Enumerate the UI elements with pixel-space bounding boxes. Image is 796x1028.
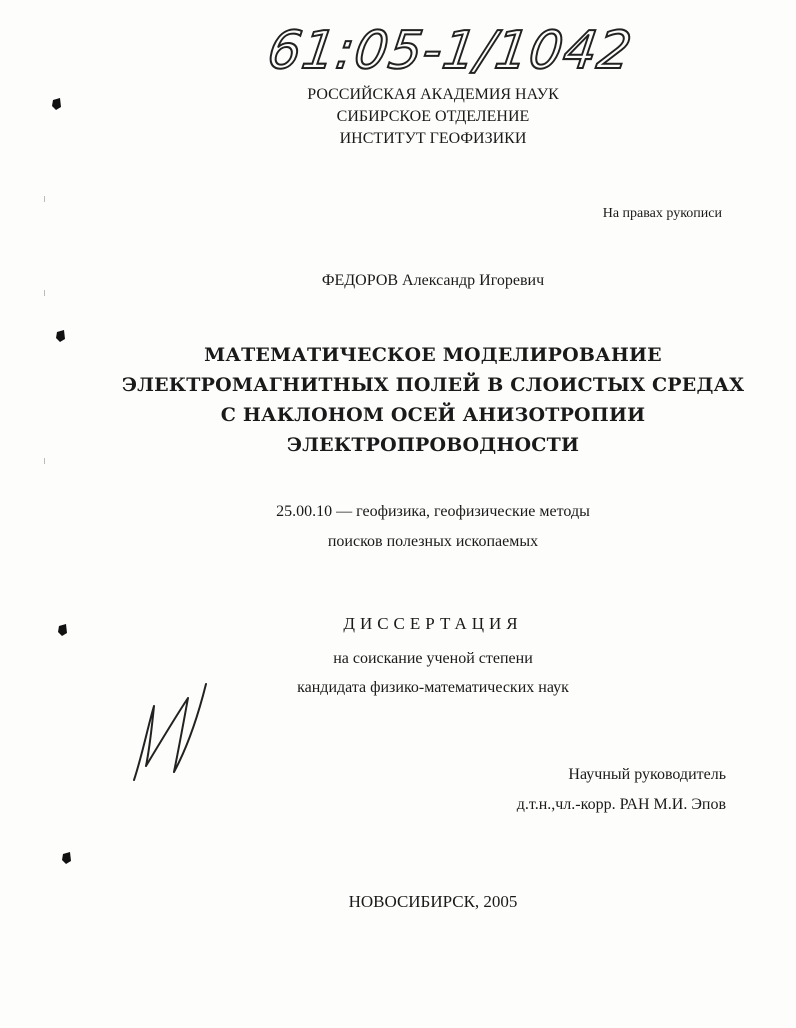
specialty-block bbox=[0, 497, 796, 557]
advisor-name: д.т.н.,чл.-корр. РАН М.И. Эпов bbox=[516, 796, 726, 813]
signature bbox=[128, 676, 212, 786]
title-line-2: ЭЛЕКТРОМАГНИТНЫХ ПОЛЕЙ В СЛОИСТЫХ СРЕДАХ bbox=[121, 374, 745, 396]
binding-mark bbox=[56, 330, 66, 342]
binding-mark bbox=[58, 624, 68, 636]
advisor-block bbox=[517, 760, 726, 820]
degree-line-1: на соискание ученой степени bbox=[333, 650, 533, 667]
author-name: ФЕДОРОВ Александр Игоревич bbox=[321, 272, 545, 289]
title-line-1: МАТЕМАТИЧЕСКОЕ МОДЕЛИРОВАНИЕ bbox=[204, 344, 662, 366]
city-year-block bbox=[0, 892, 796, 912]
rights-note: На правах рукописи bbox=[602, 206, 722, 221]
dissertation-title bbox=[0, 340, 796, 460]
archive-code-text: 61:05-1/1042 bbox=[264, 21, 636, 81]
dissertation-heading: ДИССЕРТАЦИЯ bbox=[343, 614, 523, 633]
organization-block bbox=[0, 84, 796, 150]
advisor-label: Научный руководитель bbox=[568, 766, 726, 783]
organization-line-institute: ИНСТИТУТ ГЕОФИЗИКИ bbox=[339, 130, 527, 147]
author-block bbox=[0, 272, 796, 290]
organization-line-branch: СИБИРСКОЕ ОТДЕЛЕНИЕ bbox=[336, 108, 530, 125]
title-line-4: ЭЛЕКТРОПРОВОДНОСТИ bbox=[286, 434, 580, 456]
scan-speck bbox=[44, 196, 45, 202]
degree-line-2: кандидата физико-математических наук bbox=[297, 679, 569, 696]
specialty-line-2: поисков полезных ископаемых bbox=[327, 533, 539, 550]
binding-mark bbox=[62, 852, 72, 864]
specialty-line-1: 25.00.10 — геофизика, геофизические методы bbox=[276, 503, 590, 520]
archive-code-handwritten bbox=[264, 10, 636, 81]
title-line-3: С НАКЛОНОМ ОСЕЙ АНИЗОТРОПИИ bbox=[220, 404, 646, 426]
scan-speck bbox=[44, 290, 45, 296]
dissertation-heading-block bbox=[0, 614, 796, 634]
binding-mark bbox=[52, 98, 62, 110]
archive-code-stamp bbox=[264, 10, 636, 81]
city-year: НОВОСИБИРСК, 2005 bbox=[348, 892, 518, 911]
organization-line-academy: РОССИЙСКАЯ АКАДЕМИЯ НАУК bbox=[307, 86, 559, 103]
degree-block bbox=[0, 644, 796, 702]
signature-drawing bbox=[128, 676, 212, 786]
scan-speck bbox=[44, 458, 45, 464]
